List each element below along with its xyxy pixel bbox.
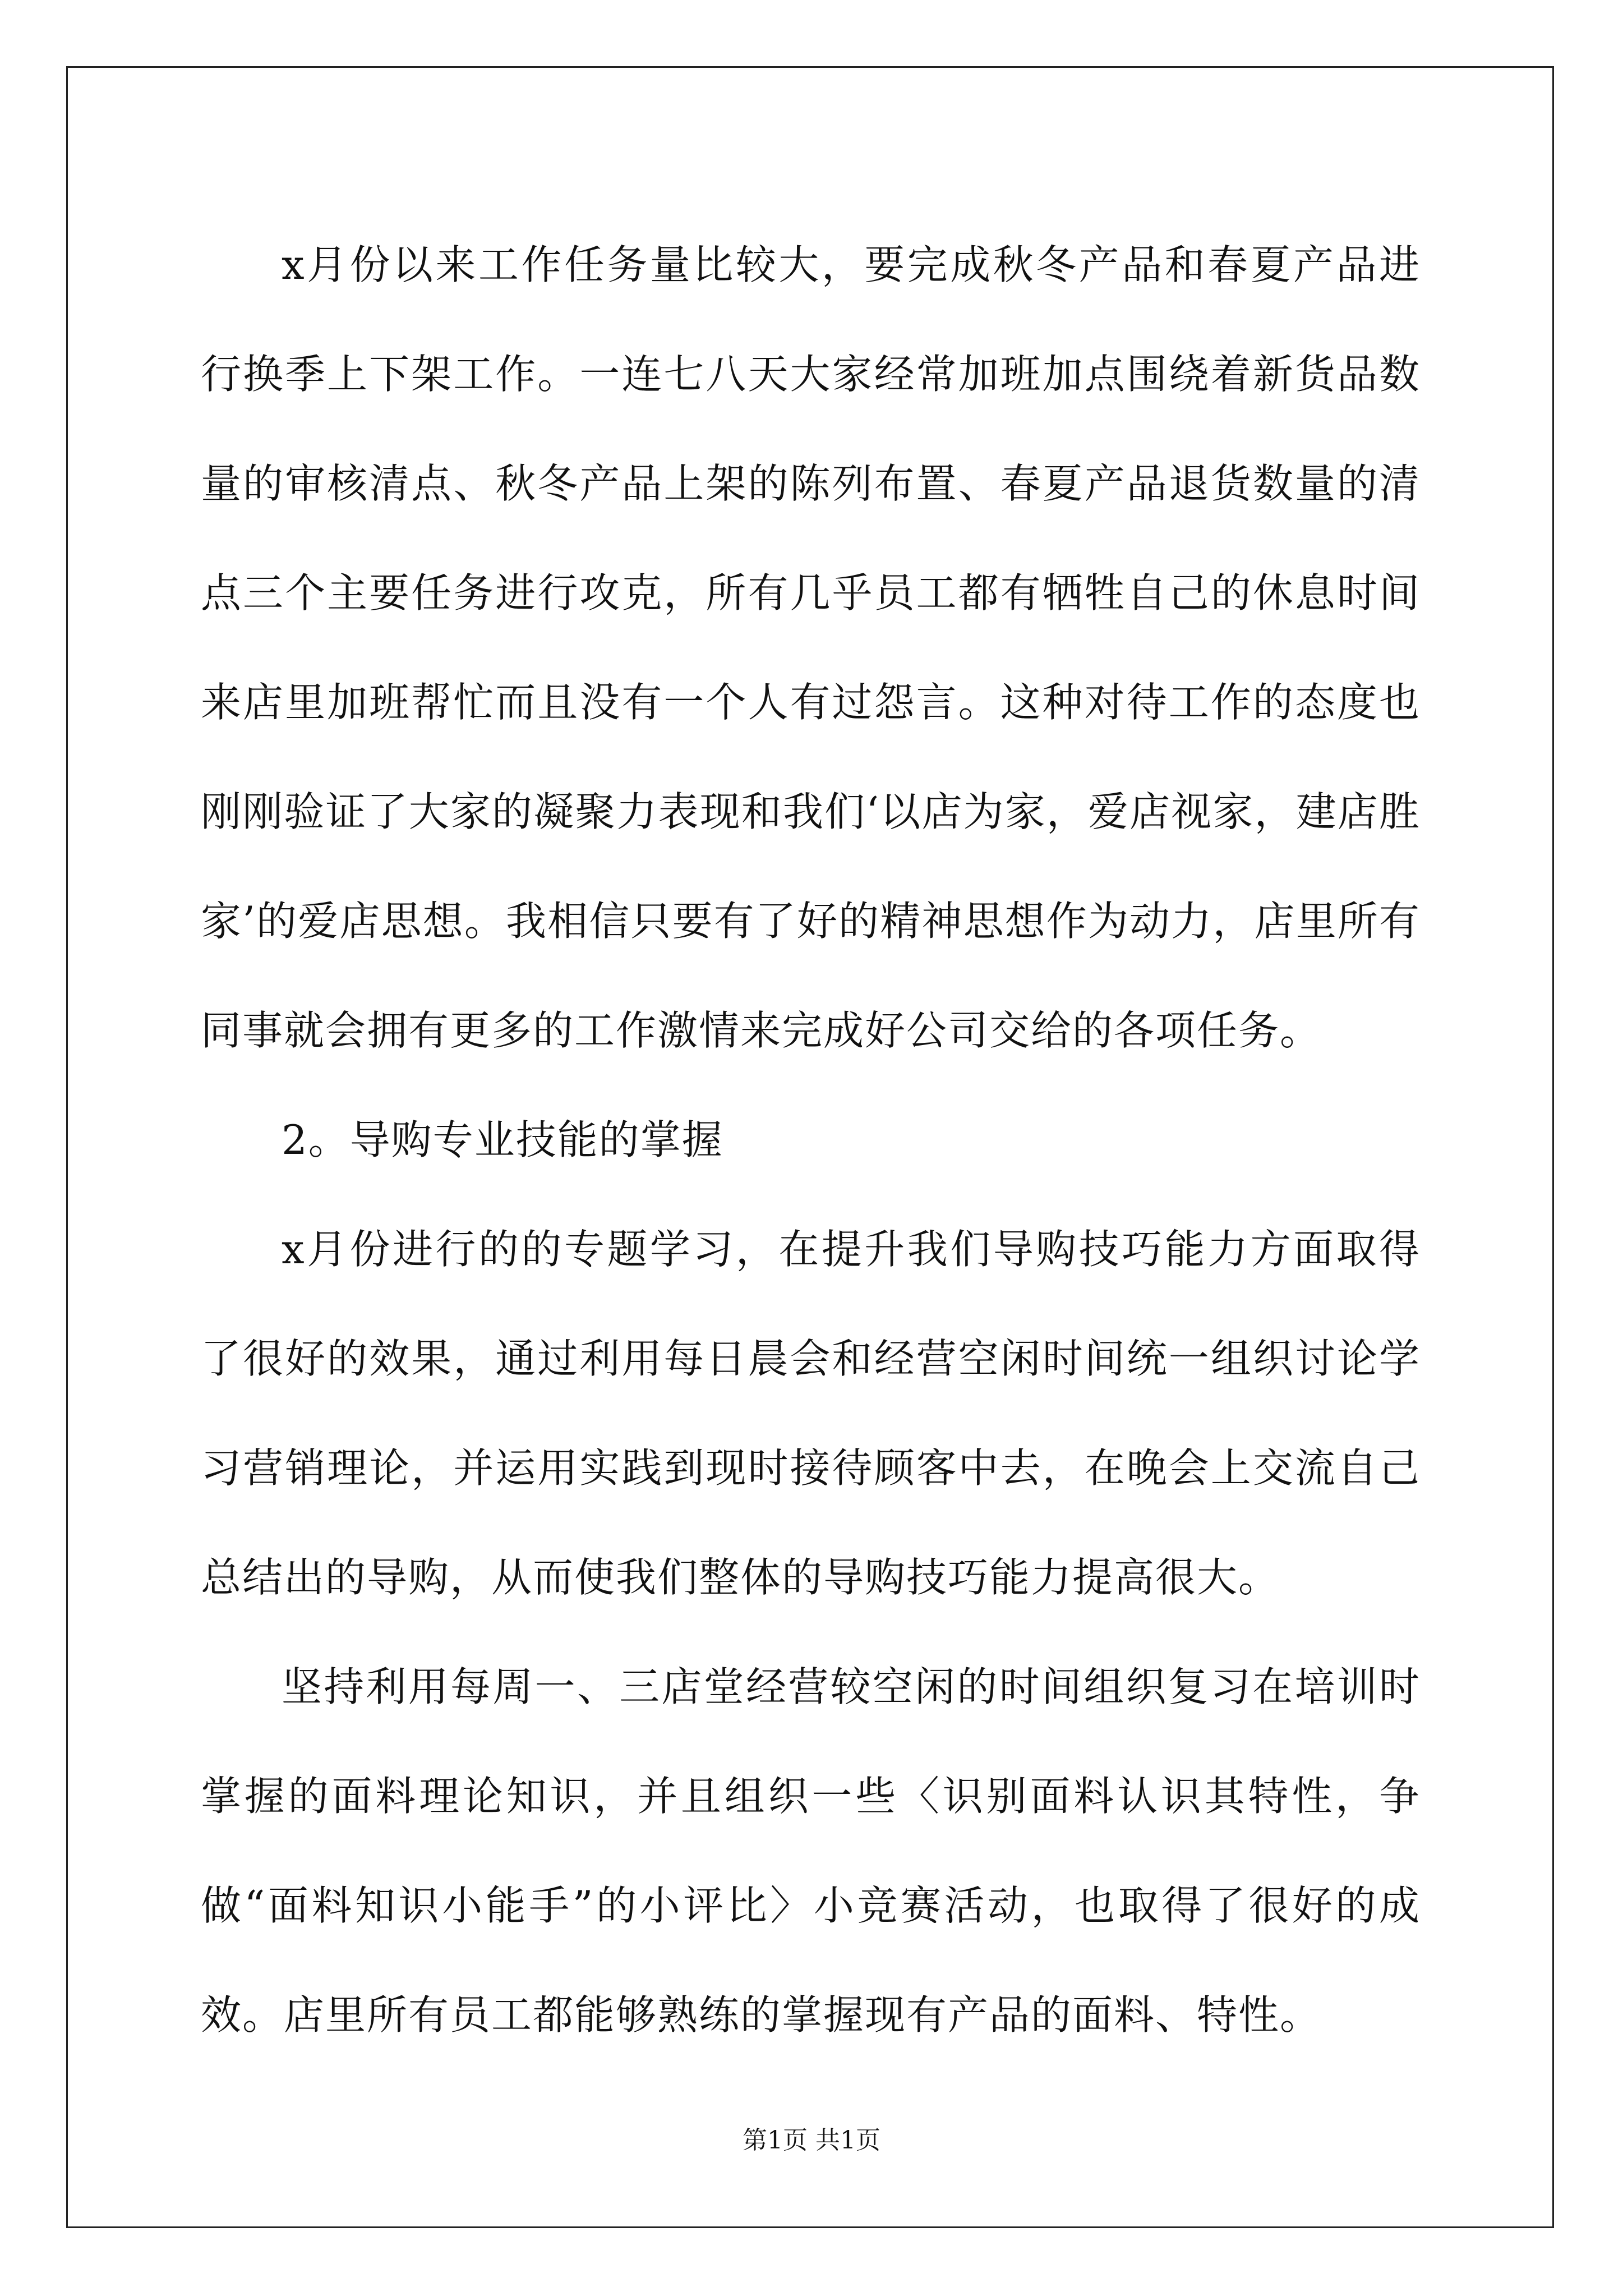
section-heading-sales-skills: 2。导购专业技能的掌握 [282, 1116, 723, 1163]
paragraph-special-training: x月份进行的的专题学习，在提升我们导购技巧能力方面取得了很好的效果，通过利用每日晨会和经营空闲时间统一组织讨论学习营销理论，并运用实践到现时接待顾客中去，在晚会上交流自己总结出的导购，从而使我们整体的导购技巧能力提高很大。 [201, 1226, 1421, 1601]
paragraph-workload: x月份以来工作任务量比较大，要完成秋冬产品和春夏产品进行换季上下架工作。一连七八天大家经常加班加点围绕着新货品数量的审核清点、秋冬产品上架的陈列布置、春夏产品退货数量的清点三个主要任务进行攻克，所有几乎员工都有牺牲自己的休息时间来店里加班帮忙而且没有一个人有过怨言。这种对待工作的态度也刚刚验证了大家的凝聚力表现和我们‘以店为家，爱店视家，建店胜家’的爱店思想。我相信只要有了好的精神思想作为动力，店里所有同事就会拥有更多的工作激情来完成好公司交给的各项任务。 [201, 241, 1421, 1054]
document-body [201, 210, 1421, 2070]
paragraph-fabric-knowledge: 坚持利用每周一、三店堂经营较空闲的时间组织复习在培训时掌握的面料理论知识，并且组织一些〈识别面料认识其特性，争做“面料知识小能手”的小评比〉小竞赛活动，也取得了很好的成效。店里所有员工都能够熟练的掌握现有产品的面料、特性。 [201, 1663, 1421, 2039]
page-footer: 第1页 共1页 [743, 2126, 880, 2155]
